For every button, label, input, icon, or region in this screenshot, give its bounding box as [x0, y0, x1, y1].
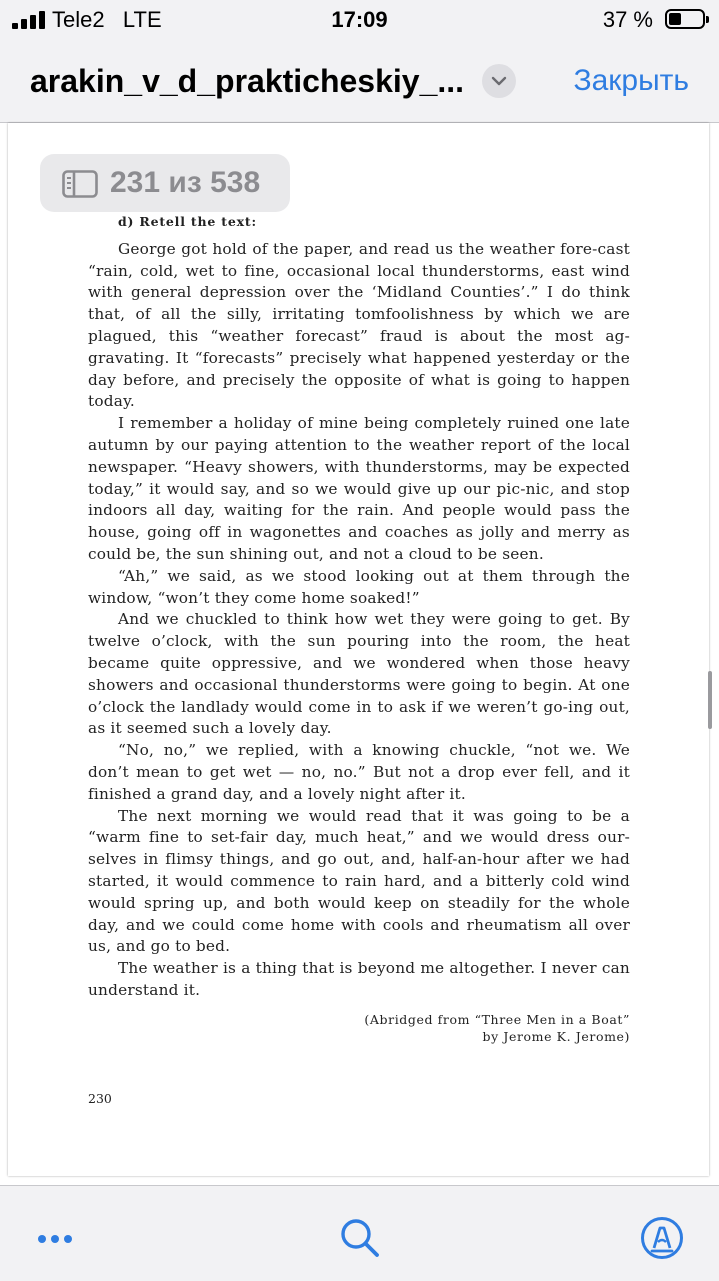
paragraph: George got hold of the paper, and read us the weather fore-cast “rain, cold, wet to fine, occasional local thunderstorms, east wind with general depression over the ‘Midland Counties’.” I do think that, of all the silly, irritating tomfoolishness by which we are plagued, this “weather forecast” fraud is about the most ag-gravating. It “forecasts” precisely what happened yesterday or the day before, and precisely the opposite of what is going to happen today.: [88, 239, 630, 411]
paragraph: The next morning we would read that it was going to be a “warm fine to set-fair day, much heat,” and we would dress our-selves in flimsy things, and go out, and, half-an-hour after we had started, it would commence to rain hard, and a bitterly cold wind would spring up, and both would keep on steadily for the whole day, and we could come home with cools and rheumatism all over us, and go to bed.: [88, 806, 630, 956]
document-page: [8, 123, 709, 1176]
markup-icon: [640, 1216, 684, 1260]
paragraph: The weather is a thing that is beyond me altogether. I never can understand it.: [88, 959, 630, 999]
bottom-toolbar: [0, 1185, 719, 1281]
paragraph: And we chuckled to think how wet they were going to get. By twelve o’clock, with the sun pouring into the room, the heat became quite oppressive, and we wondered when those heavy showers and occasional thunderstorms were going to begin. At one o’clock the landlady would come in to ask if we weren’t go-ing out, as it seemed such a lovely day.: [88, 610, 630, 738]
battery-percent: 37 %: [602, 7, 653, 32]
carrier-label: Tele2 LTE: [52, 7, 162, 32]
navigation-bar: [0, 40, 719, 123]
more-button[interactable]: [38, 1230, 77, 1248]
chevron-down-icon: [491, 74, 507, 88]
page-indicator-label: 231 из 538: [110, 166, 261, 199]
paragraph: “Ah,” we said, as we stood looking out at them through the window, “won’t they come home soaked!”: [88, 566, 630, 607]
scrollbar-thumb[interactable]: [708, 671, 712, 729]
markup-button[interactable]: [640, 1216, 684, 1265]
attribution-line: by Jerome K. Jerome): [482, 1028, 630, 1044]
document-title[interactable]: arakin_v_d_prakticheskiy_...: [30, 63, 465, 99]
title-menu-button[interactable]: [482, 64, 516, 98]
clock: 17:09: [331, 7, 388, 32]
search-button[interactable]: [338, 1216, 382, 1265]
search-icon: [338, 1216, 382, 1260]
attribution-line: (Abridged from “Three Men in a Boat”: [364, 1011, 630, 1027]
paragraph: I remember a holiday of mine being completely ruined one late autumn by our paying attention to the weather report of the local newspaper. “Heavy showers, with thunderstorms, may be expected today,” it would say, and so we would give up our pic-nic, and stop indoors all day, waiting for the rain. And people would pass the house, going off in wagonettes and coaches as jolly and merry as could be, the sun shining out, and not a cloud to be seen.: [88, 414, 630, 563]
more-icon: [38, 1230, 77, 1247]
attribution: [88, 1011, 630, 1045]
page-indicator[interactable]: [40, 154, 290, 212]
exercise-heading: d) Retell the text:: [118, 214, 257, 229]
status-bar: [0, 0, 719, 40]
page-text: [88, 211, 630, 1045]
sidebar-icon: [62, 170, 98, 198]
page-number: 230: [88, 1091, 112, 1106]
battery-icon: [665, 9, 705, 29]
paragraph: “No, no,” we replied, with a knowing chuckle, “not we. We don’t mean to get wet — no, no.” But not a drop ever fell, and it finished a grand day, and a lovely night after it.: [88, 741, 630, 803]
document-viewer[interactable]: [0, 123, 719, 1185]
close-button[interactable]: Закрыть: [573, 64, 689, 97]
